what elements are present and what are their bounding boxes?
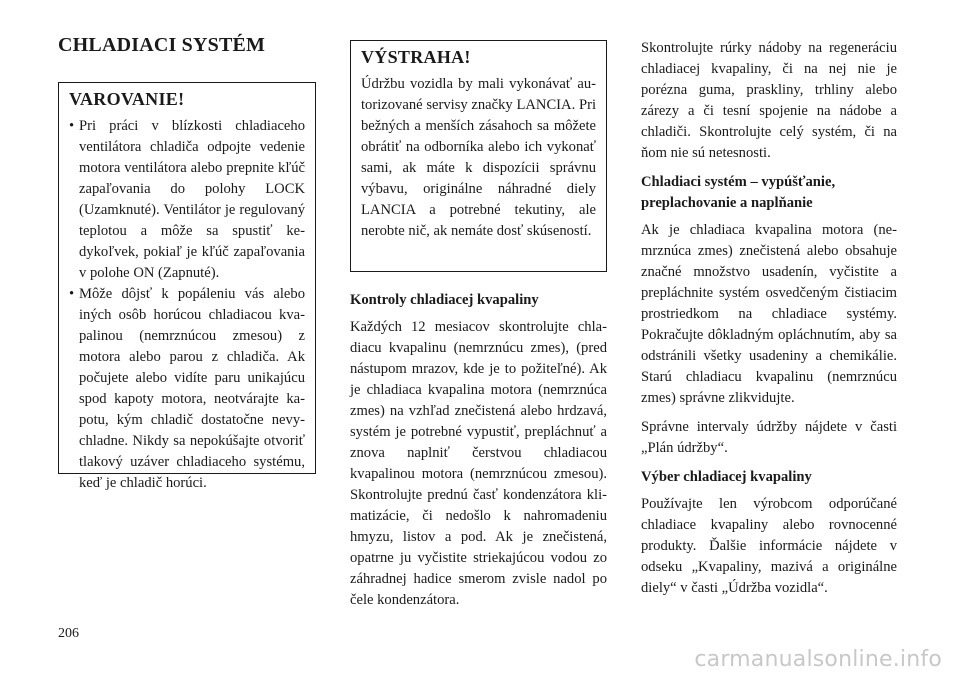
intervals-text: Správne intervaly údržby nájdete v časti „Plán údržby“.: [641, 419, 897, 456]
page-number: 206: [58, 626, 79, 641]
flush-heading: Chladiaci systém – vypúšťanie, preplachovanie a naplňanie: [641, 174, 836, 211]
coolant-selection-heading: Výber chladiacej kvapaliny: [641, 469, 812, 485]
hoses-check-text: Skontrolujte rúrky nádoby na regeneráciu chladiacej kvapaliny, či na nej nie je porézna guma, praskliny, trhliny alebo zárezy a či tesní spojenie na nádobe a chladiči. Skontrolujte celý systém, či na ňom nie sú netesnosti.: [641, 40, 897, 161]
coolant-checks-heading: Kontroly chladiacej kvapaliny: [350, 292, 539, 308]
flush-text: Ak je chladiaca kvapalina motora (nemrznúca zmes) znečistená alebo obsahuje značné množstvo usadenín, vyčistite a prepláchnite systém osvedčeným čistiacim prostriedkom na chladiace systémy. Pokračujte dôkladným opláchnutím, aby sa odstránili všetky usadeniny a chemikálie. Starú chladiacu kvapalinu (nemrznúcu zmes) správne zlikvidujte.: [641, 222, 897, 406]
section-title: CHLADIACI SYSTÉM: [58, 34, 266, 56]
list-item: • Môže dôjsť k popáleniu vás alebo iných osôb horúcou chladiacou kvapalinou (nemrznúcou zmesou) z motora alebo parou z chladiča. Ak počujete alebo vidíte paru unikajúcu spod kapoty motora, neotvárajte kapotu, kým chladič dostatočne nevychladne. Nikdy sa nepokúšajte otvoriť tlakový uzáver chladiaceho systému, keď je chladič horúci.: [69, 286, 305, 491]
caution-heading: VÝSTRAHA!: [361, 47, 471, 67]
coolant-checks-section: [350, 290, 607, 619]
watermark: carmanualsonline.info: [694, 647, 942, 672]
coolant-selection-text: Používajte len výrobcom odporúčané chladiace kvapaliny alebo rovnocenné produkty. Ďalšie informácie nájdete v odseku „Kvapaliny, mazivá a originálne diely“ v časti „Údržba vozidla“.: [641, 496, 897, 596]
column-3: [641, 38, 897, 607]
caution-box: [350, 40, 607, 272]
list-item: • Pri práci v blízkosti chladiaceho ventilátora chladiča odpojte vedenie motora ventilátora alebo prepnite kľúč zapaľovania do polohy LOCK (Uzamknuté). Ventilátor je regulovaný teplotou a môže sa spustiť kedykoľvek, pokiaľ je kľúč zapaľovania v polohe ON (Zapnuté).: [69, 118, 305, 281]
caution-text: Údržbu vozidla by mali vykonávať autorizované servisy značky LANCIA. Pri bežných a menších zásahoch sa môžete obrátiť na odborníka alebo ich vykonať sami, ak máte k dispozícii správnu výbavu, originálne náhradné diely LANCIA a potrebné tekutiny, ale nerobte nič, ak nemáte dosť skúseností.: [361, 76, 596, 239]
warning-box: [58, 82, 316, 491]
coolant-checks-text: Každých 12 mesiacov skontrolujte chladiacu kvapalinu (nemrznúcu zmes), (pred nástupom mrazov, kde je to požiteľné). Ak je chladiaca kvapalina motora (nemrznúca zmes) na vzhľad znečistená alebo hrdzavá, systém je potrebné vypustiť, prepláchnuť a znova naplniť čerstvou chladiacou kvapalinou motora (nemrznúcou zmesou). Skontrolujte prednú časť kondenzátora klimatizácie, či nedošlo k nahromadeniu hmyzu, listov a pod. Ak je znečistená, opatrne ju vyčistite striekajúcou vodou zo záhradnej hadice smerom zvisle nadol po čele kondenzátora.: [350, 319, 607, 608]
warning-list: [69, 116, 305, 494]
warning-heading: VAROVANIE!: [69, 89, 185, 109]
